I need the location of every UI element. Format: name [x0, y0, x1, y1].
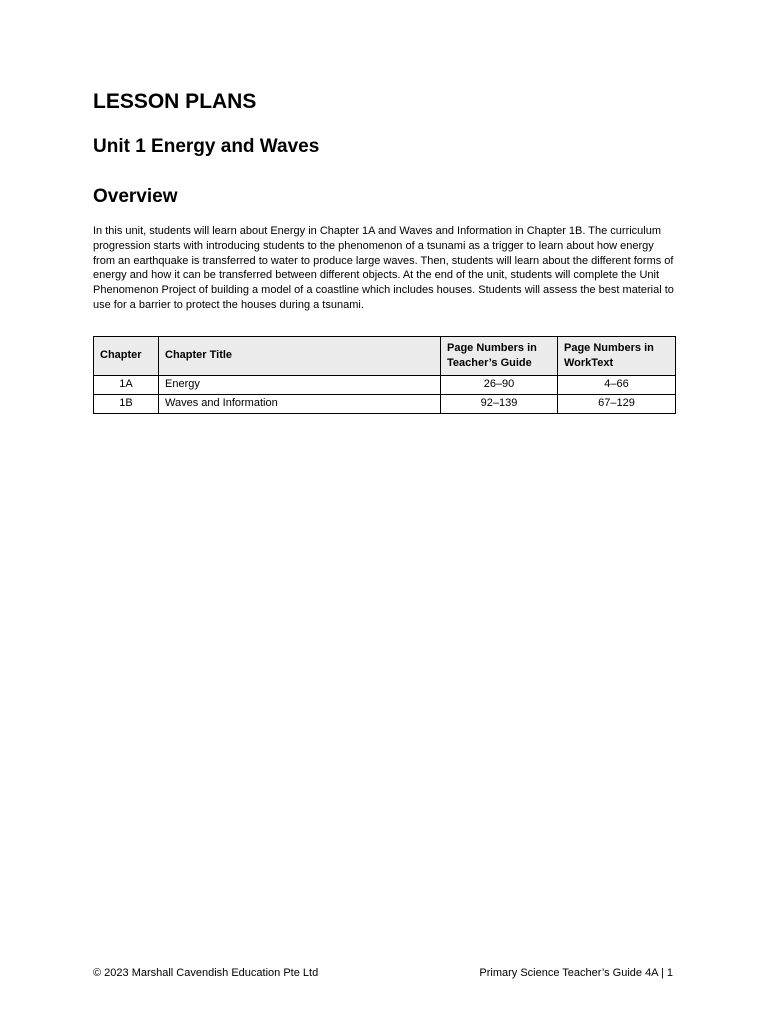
unit-title: Unit 1 Energy and Waves: [93, 136, 320, 157]
cell-worktext-pages: 4–66: [558, 375, 676, 394]
cell-chapter: 1B: [94, 394, 159, 413]
header-teachers-guide-pages: Page Numbers in Teacher’s Guide: [441, 336, 558, 375]
footer-copyright: © 2023 Marshall Cavendish Education Pte Ltd: [93, 967, 319, 979]
header-chapter-title: Chapter Title: [159, 336, 441, 375]
header-chapter: Chapter: [94, 336, 159, 375]
cell-chapter-title: Waves and Information: [159, 394, 441, 413]
header-worktext-pages: Page Numbers in WorkText: [558, 336, 676, 375]
overview-paragraph: In this unit, students will learn about Energy in Chapter 1A and Waves and Information in Chapter 1B. The curriculum progression starts with introducing students to the phenomenon of a tsunami as a trigger to learn about how energy from an earthquake is transferred to water to produce large waves. Then, students will learn about the different forms of energy and how it can be transferred between different objects. At the end of the unit, students will complete the Unit Phenomenon Project of building a model of a coastline which includes houses. Students will assess the best material to use for a barrier to protect the houses during a tsunami.: [93, 225, 674, 311]
cell-chapter-title: Energy: [159, 375, 441, 394]
cell-teachers-guide-pages: 26–90: [441, 375, 558, 394]
table-row: [94, 394, 676, 413]
cell-worktext-pages: 67–129: [558, 394, 676, 413]
table-row: [94, 375, 676, 394]
document-title: LESSON PLANS: [93, 90, 257, 113]
overview-heading: Overview: [93, 186, 178, 207]
page-content: [93, 88, 675, 414]
table-header-row: [94, 336, 676, 375]
cell-teachers-guide-pages: 92–139: [441, 394, 558, 413]
cell-chapter: 1A: [94, 375, 159, 394]
chapter-table: [93, 336, 676, 414]
footer-book-page: Primary Science Teacher’s Guide 4A | 1: [479, 967, 673, 979]
